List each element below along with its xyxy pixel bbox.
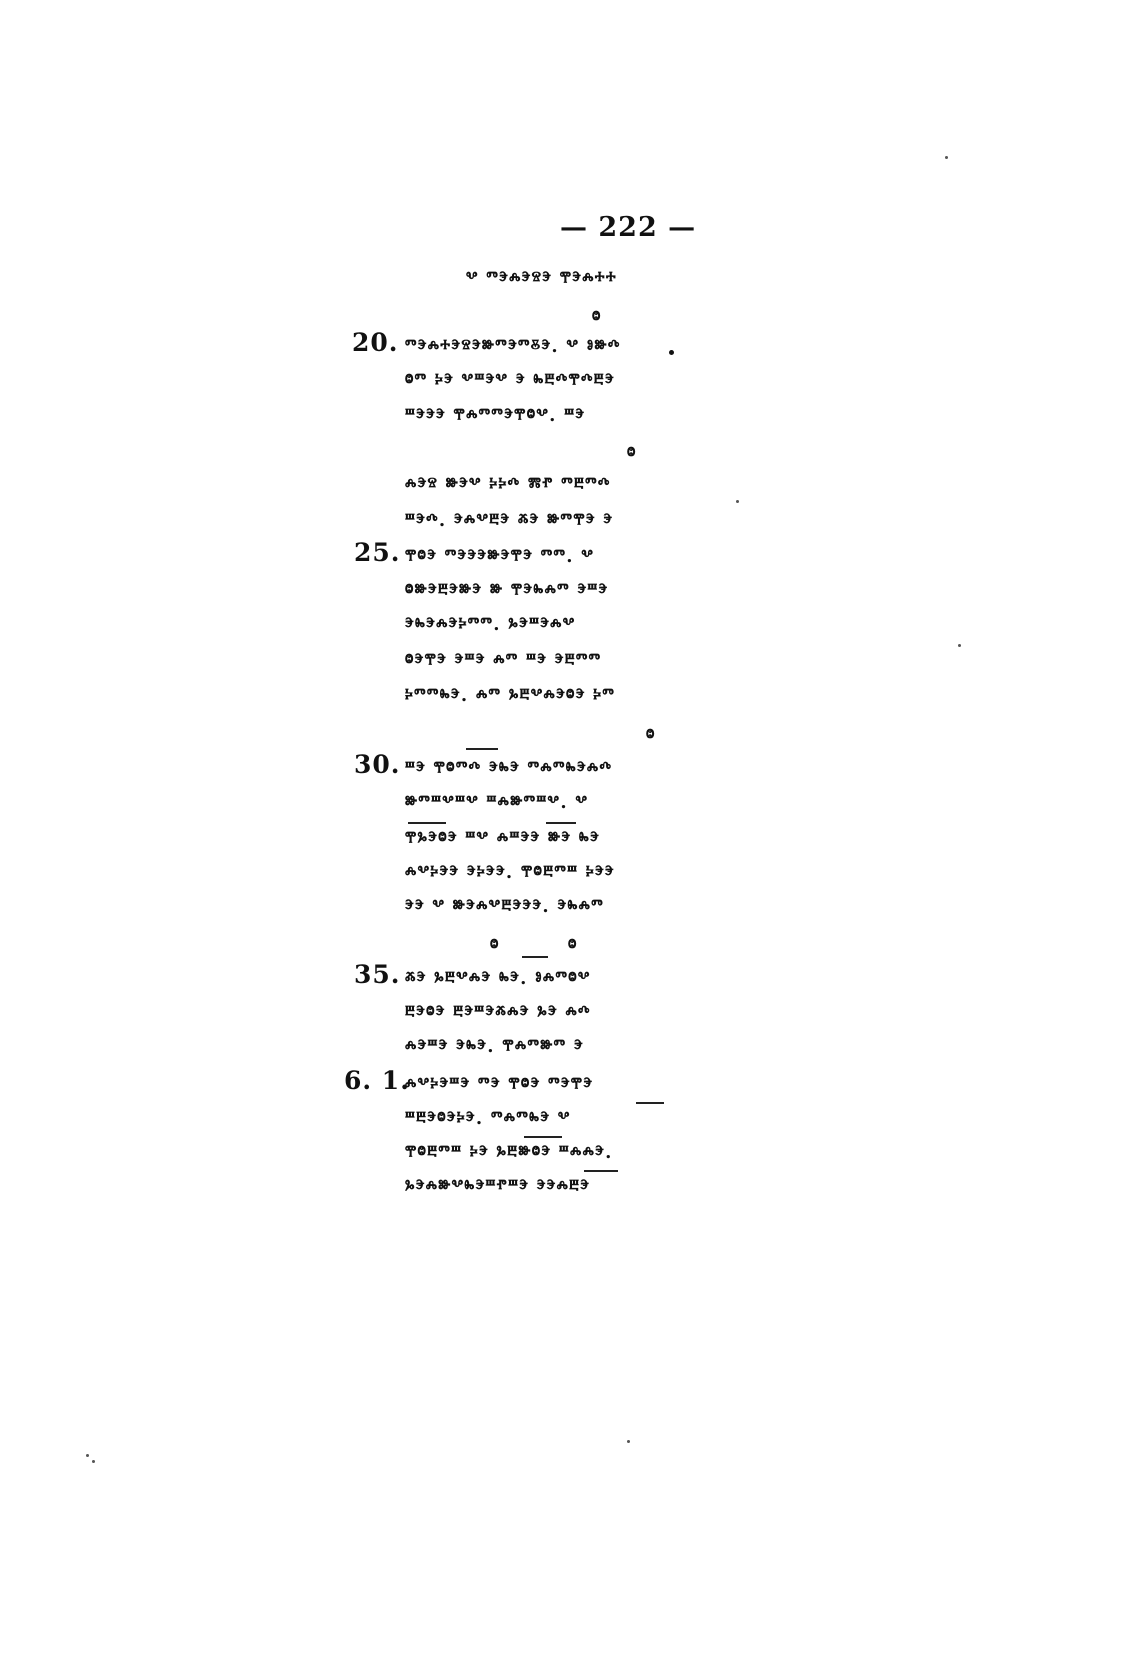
page-speck: [945, 156, 948, 159]
text-line-9: ⱉⰵⰹⰵ ⰵⱎⰵ ⰾⱅ ⱎⰵ ⰵⰱⱅⱅ: [405, 650, 602, 671]
page-speck: [92, 1460, 95, 1463]
text-line-1: ⱅⰵⰾⰰⰵⱄⰵⱆⱅⰵⱅⰻⰵ. ⰲ ⱁⱆⰴ: [405, 336, 621, 357]
overbar-mark: [584, 1170, 618, 1172]
line-number-6-1: 6. 1.: [344, 1066, 410, 1095]
speck-mark: [669, 350, 674, 355]
overline-mark: ⱉ: [592, 307, 601, 328]
overbar-mark: [636, 1102, 664, 1104]
text-line-11: ⱎⰵ ⰹⱉⱅⰴ ⰵⰸⰵ ⱅⰾⱅⰸⰵⰾⰴ: [405, 758, 613, 779]
text-line-20: ⱎⰱⰵⱉⰵⰽⰵ. ⱅⰾⱅⰸⰵ ⰲ: [405, 1108, 571, 1129]
text-line-21: ⰹⱉⰱⱅⱎ ⰽⰵ ⰳⰱⱆⱉⰵ ⱎⰾⰾⰵ.: [405, 1142, 613, 1163]
line-number-35: 35.: [354, 960, 401, 989]
text-line-15: ⰵⰵ ⰲ ⱆⰵⰾⰲⰱⰵⰵⰵ. ⰵⰸⰾⱅ: [405, 896, 605, 917]
text-line-8: ⰵⰸⰵⰾⰵⰽⱅⱅ. ⰳⰵⱎⰵⰾⰲ: [405, 614, 576, 635]
text-line-17: ⰱⰵⱉⰵ ⰱⰵⱎⰵⰶⰾⰵ ⰳⰵ ⰾⰴ: [405, 1002, 591, 1023]
overline-mark: ⱉ: [568, 935, 577, 956]
line-number-25: 25.: [354, 538, 401, 567]
page-speck: [86, 1454, 89, 1457]
arched-mark: ⱉ: [490, 935, 499, 956]
overbar-mark: [524, 1136, 562, 1138]
text-line-6: ⰹⱉⰵ ⱅⰵⰵⰵⱆⰵⰹⰵ ⱅⱅ. ⰲ: [405, 546, 595, 567]
page-number: — 222 —: [560, 212, 697, 243]
text-line-22: ⰳⰵⰾⱆⰲⰸⰵⱎⱂⱎⰵ ⰵⰵⰾⰱⰵ: [405, 1176, 591, 1197]
line-number-30: 30.: [354, 750, 401, 779]
text-line-12: ⱆⱅⱎⰲⱎⰲ ⱎⰾⱆⱅⱎⰲ. ⰲ: [405, 792, 589, 813]
text-line-19: ⰾⰲⰽⰵⱎⰵ ⱅⰵ ⰹⱉⰵ ⱅⰵⰹⰵ: [405, 1074, 594, 1095]
page-speck: [627, 1440, 630, 1443]
overbar-mark: [546, 822, 576, 824]
text-line-18: ⰾⰵⱎⰵ ⰵⰸⰵ. ⰹⰾⱅⱆⱅ ⰵ: [405, 1036, 584, 1057]
page-speck: [958, 644, 961, 647]
overbar-mark: [408, 822, 446, 824]
arched-mark: ⱉ: [627, 443, 636, 464]
overbar-mark: [466, 748, 498, 750]
arched-mark: ⱉ: [646, 725, 655, 746]
overbar-mark: [522, 956, 548, 958]
text-line-2: ⱉⱅ ⰽⰵ ⰲⱎⰵⰲ ⰵ ⰸⰱⰴⰹⰴⰱⰵ: [405, 370, 615, 391]
page-speck: [736, 500, 739, 503]
text-line-3: ⱎⰵⰵⰵ ⰹⰾⱅⱅⰵⰹⱉⰲ. ⱎⰵ: [405, 405, 586, 426]
text-line-10: ⰽⱅⱅⰸⰵ. ⰾⱅ ⰳⰱⰲⰾⰵⱉⰵ ⰽⱅ: [405, 685, 616, 706]
text-line-4: ⰾⰵⱄ ⱆⰵⰲ ⰽⰽⰴ ⰿⱂ ⱅⰱⱅⰴ: [405, 474, 611, 495]
text-line-14: ⰾⰲⰽⰵⰵ ⰵⰽⰵⰵ. ⰹⱉⰱⱅⱎ ⰽⰵⰵ: [405, 862, 615, 883]
line-number-20: 20.: [352, 328, 399, 357]
text-line-7: ⱉⱆⰵⰱⰵⱆⰵ ⱆ ⰹⰵⰸⰾⱅ ⰵⱎⰵ: [405, 580, 609, 601]
text-line-16: ⰶⰵ ⰳⰱⰲⰾⰵ ⰸⰵ. ⱁⰾⱅⱉⰲ: [405, 968, 591, 989]
text-line-13: ⰹⰳⰵⱉⰵ ⱎⰲ ⰾⱎⰵⰵ ⱆⰵ ⰸⰵ: [405, 828, 601, 849]
text-line-5: ⱎⰵⰴ. ⰵⰾⰲⰱⰵ ⰶⰵ ⱆⱅⰹⰵ ⰵ: [405, 510, 614, 531]
header-line: ⰲ ⱅⰵⰾⰵⱄⰵ ⰹⰵⰾⰰⰰ: [466, 268, 617, 289]
